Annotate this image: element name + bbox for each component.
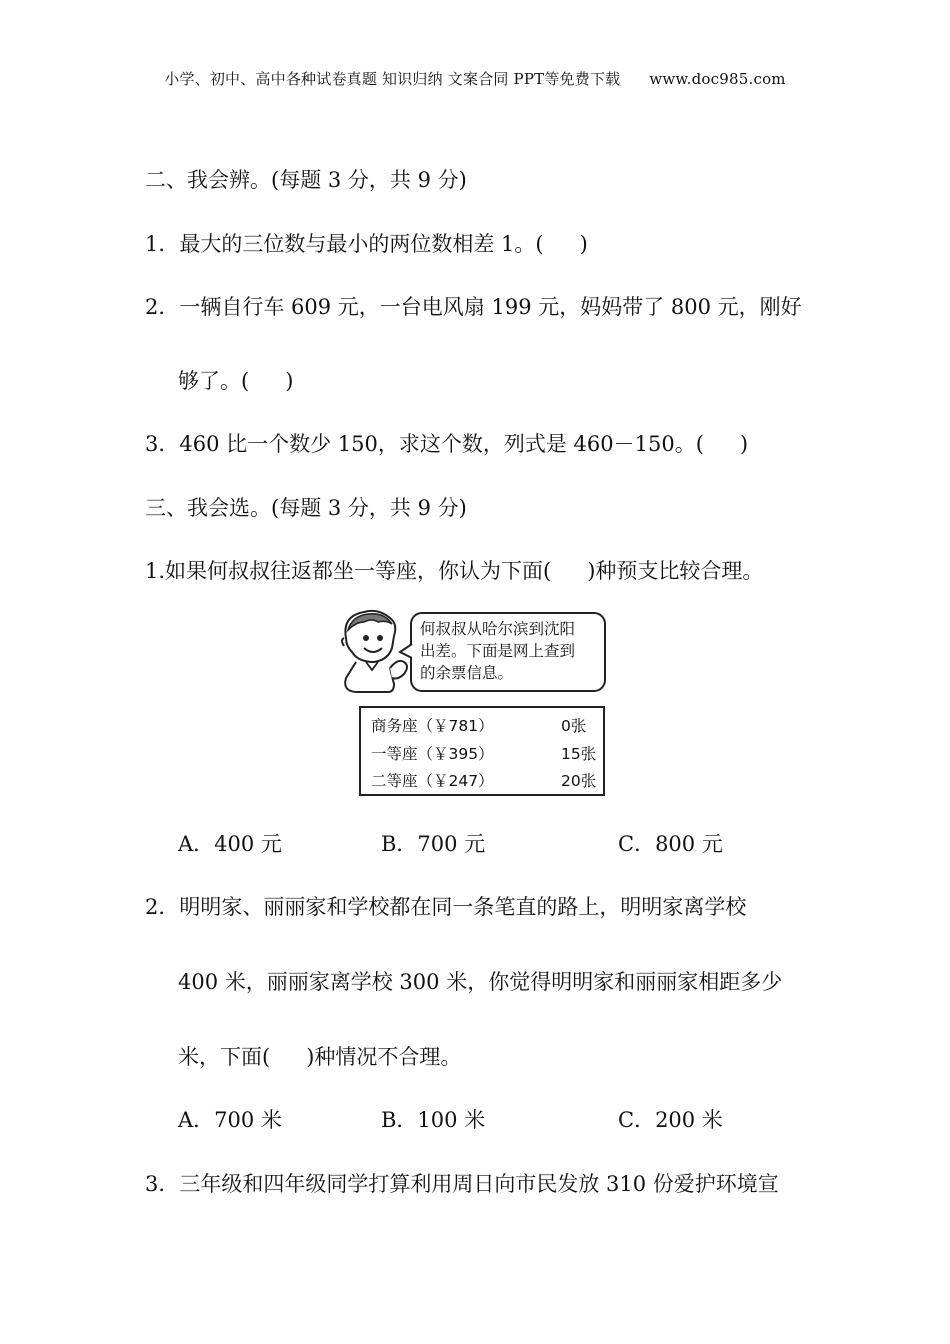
s2-q1-text: 1．最大的三位数与最小的两位数相差 1。( xyxy=(145,232,544,256)
section-2-title: 二、我会辨。(每题 3 分，共 9 分) xyxy=(145,168,467,192)
option-a[interactable]: A．400 元 xyxy=(178,832,282,856)
option-b[interactable]: B．700 元 xyxy=(381,832,486,856)
ticket-table xyxy=(359,706,605,796)
ticket-class: 一等座（￥395） xyxy=(371,745,494,763)
option-a[interactable]: A．700 米 xyxy=(178,1108,282,1132)
s3-q1-suffix: )种预支比较合理。 xyxy=(587,559,764,583)
ticket-row xyxy=(371,714,597,738)
s2-q2-line1: 2．一辆自行车 609 元，一台电风扇 199 元，妈妈带了 800 元，刚好 xyxy=(145,295,802,319)
ticket-count: 20张 xyxy=(561,772,597,790)
bubble-line: 的余票信息。 xyxy=(420,664,514,682)
close-paren: ) xyxy=(579,232,588,256)
ticket-row xyxy=(371,769,597,793)
s3-q3-line1: 3．三年级和四年级同学打算利用周日向市民发放 310 份爱护环境宣 xyxy=(145,1172,779,1196)
s2-q3-text: 3．460 比一个数少 150，求这个数，列式是 460－150。( xyxy=(145,432,704,456)
header-url[interactable]: www.doc985.com xyxy=(649,70,786,88)
s2-question-1 xyxy=(145,228,588,258)
close-paren: ) xyxy=(739,432,749,456)
bubble-line: 出差。下面是网上查到 xyxy=(420,642,576,660)
speech-bubble xyxy=(410,612,606,692)
bubble-tail xyxy=(398,642,414,660)
s2-question-3 xyxy=(145,428,748,458)
s3-q2-line3-prefix: 米，下面( xyxy=(178,1045,271,1069)
s3-question-2-end xyxy=(178,1041,461,1071)
option-c[interactable]: C．200 米 xyxy=(618,1108,723,1132)
option-b[interactable]: B．100 米 xyxy=(381,1108,486,1132)
s2-q2-line2: 够了。( xyxy=(178,369,250,393)
s3-q2-line3-suffix: )种情况不合理。 xyxy=(306,1045,462,1069)
s3-q2-line2: 400 米，丽丽家离学校 300 米，你觉得明明家和丽丽家相距多少 xyxy=(178,970,783,994)
ticket-row xyxy=(371,742,597,766)
ticket-class: 商务座（￥781） xyxy=(371,717,494,735)
s2-question-2-end xyxy=(178,365,293,395)
option-c[interactable]: C．800 元 xyxy=(618,832,723,856)
close-paren: ) xyxy=(285,369,294,393)
ticket-class: 二等座（￥247） xyxy=(371,772,494,790)
bubble-line: 何叔叔从哈尔滨到沈阳 xyxy=(420,620,576,638)
s3-q1-prefix: 1.如果何叔叔往返都坐一等座，你认为下面( xyxy=(145,559,552,583)
illustration xyxy=(338,608,614,694)
section-3-title: 三、我会选。(每题 3 分，共 9 分) xyxy=(145,496,467,520)
s3-q2-line1: 2．明明家、丽丽家和学校都在同一条笔直的路上，明明家离学校 xyxy=(145,895,747,919)
ticket-count: 15张 xyxy=(561,745,597,763)
page-header xyxy=(0,68,950,89)
s3-question-1 xyxy=(145,555,763,585)
header-text: 小学、初中、高中各种试卷真题 知识归纳 文案合同 PPT等免费下载 xyxy=(164,70,621,88)
ticket-count: 0张 xyxy=(561,717,587,735)
